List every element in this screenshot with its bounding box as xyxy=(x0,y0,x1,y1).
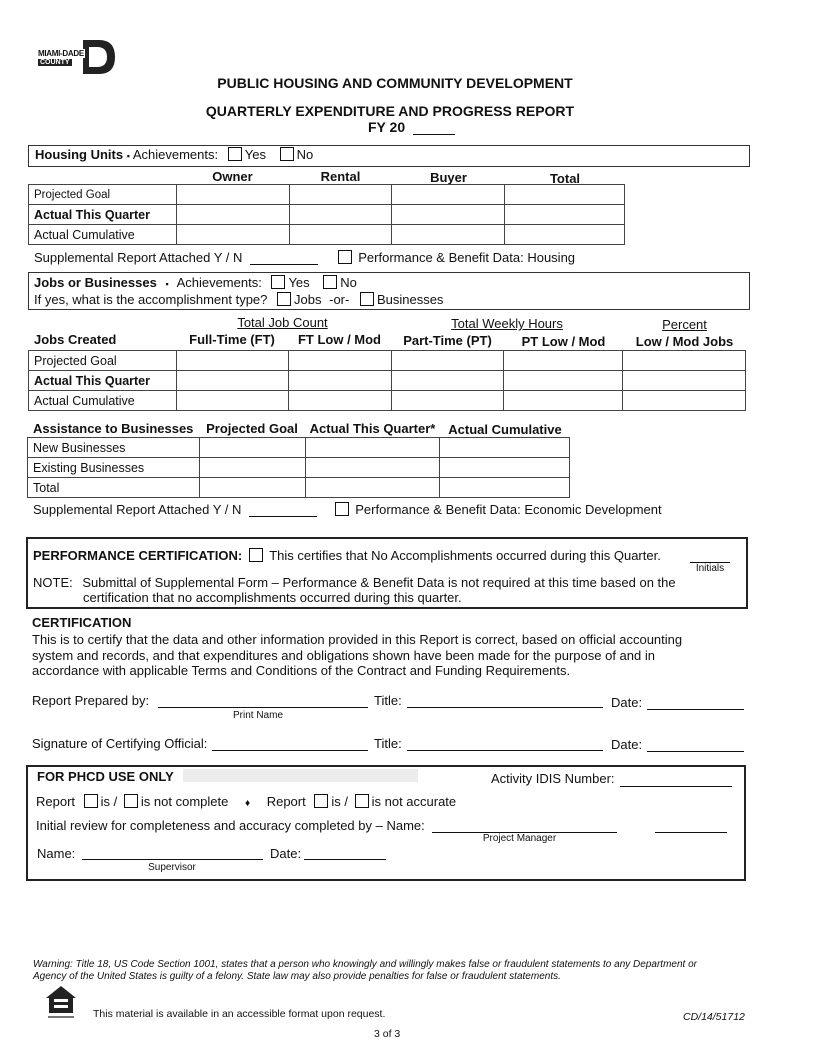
row-label: Actual Cumulative xyxy=(29,225,177,245)
housing-buyer-cumulative-cell[interactable] xyxy=(392,225,505,245)
is-label: is / xyxy=(331,794,348,809)
achievements-label: Achievements: xyxy=(132,147,219,162)
new-projected-cell[interactable] xyxy=(199,438,305,458)
prepared-date-label: Date: xyxy=(611,695,643,710)
jobs-table xyxy=(28,350,746,411)
row-label: Actual This Quarter xyxy=(29,205,177,225)
housing-rental-quarter-cell[interactable] xyxy=(289,205,392,225)
table-row xyxy=(29,351,746,371)
housing-yes-label: Yes xyxy=(244,147,266,162)
housing-owner-quarter-cell[interactable] xyxy=(176,205,289,225)
housing-buyer-quarter-cell[interactable] xyxy=(392,205,505,225)
housing-owner-cumulative-cell[interactable] xyxy=(176,225,289,245)
table-row xyxy=(29,391,746,411)
page-title: PUBLIC HOUSING AND COMMUNITY DEVELOPMENT xyxy=(217,75,573,91)
table-row xyxy=(29,205,625,225)
bullet-icon: ▪ xyxy=(126,151,130,161)
idis-label: Activity IDIS Number: xyxy=(491,771,615,786)
businesses-type-label: Businesses xyxy=(376,292,444,307)
project-manager-label: Project Manager xyxy=(482,833,557,844)
assistance-col-label: Assistance to Businesses xyxy=(33,421,194,436)
assistance-col-cumulative: Actual Cumulative xyxy=(448,422,562,437)
perf-cert-label: PERFORMANCE CERTIFICATION: xyxy=(33,548,243,563)
table-row xyxy=(28,438,570,458)
new-cumulative-cell[interactable] xyxy=(440,438,570,458)
jobs-ft-quarter-cell[interactable] xyxy=(176,371,288,391)
housing-no-checkbox[interactable] xyxy=(280,147,294,161)
housing-table xyxy=(28,184,625,245)
performance-label: Performance & Benefit Data: Housing xyxy=(358,250,576,265)
signature-title-field[interactable] xyxy=(407,735,603,751)
note-line1: Submittal of Supplemental Form – Performance & Benefit Data is not required at this time based on the xyxy=(82,575,676,590)
achievements-label: Achievements: xyxy=(176,275,262,290)
jobs-ftlm-cumulative-cell[interactable] xyxy=(288,391,391,411)
row-label: Total xyxy=(28,478,200,498)
assistance-supplemental-input[interactable] xyxy=(249,502,317,517)
initial-review-label: Initial review for completeness and accuracy completed by – Name: xyxy=(36,818,425,833)
row-label: New Businesses xyxy=(28,438,200,458)
report-accurate-checkbox[interactable] xyxy=(314,794,328,808)
jobs-col-full-time: Full-Time (FT) xyxy=(189,332,275,347)
housing-col-buyer: Buyer xyxy=(430,170,467,185)
certification-line1: This is to certify that the data and other information provided in this Report is correct, based on official accounting xyxy=(32,632,683,647)
warning-line1: Warning: Title 18, US Code Section 1001, states that a person who knowingly and willingly makes false or fraudulent statements to any Department or xyxy=(33,959,697,970)
certification-heading: CERTIFICATION xyxy=(32,615,132,630)
jobs-ft-goal-cell[interactable] xyxy=(176,351,288,371)
jobs-col-low-mod-jobs: Low / Mod Jobs xyxy=(635,334,734,349)
housing-col-total: Total xyxy=(549,171,581,186)
businesses-type-checkbox[interactable] xyxy=(360,292,374,306)
signature-label: Signature of Certifying Official: xyxy=(32,736,208,751)
housing-performance-checkbox[interactable] xyxy=(338,250,352,264)
prepared-by-field[interactable] xyxy=(158,692,368,708)
perf-cert-row xyxy=(33,548,661,563)
supervisor-date-label: Date: xyxy=(270,846,302,861)
assistance-col-actual-quarter: Actual This Quarter* xyxy=(309,421,436,436)
housing-rental-goal-cell[interactable] xyxy=(289,185,392,205)
prepared-by-label: Report Prepared by: xyxy=(32,693,150,708)
jobs-yes-checkbox[interactable] xyxy=(271,275,285,289)
table-row xyxy=(29,185,625,205)
jobs-ptlm-goal-cell[interactable] xyxy=(504,351,623,371)
report-complete-checkbox[interactable] xyxy=(84,794,98,808)
existing-projected-cell[interactable] xyxy=(199,458,305,478)
jobs-ft-cumulative-cell[interactable] xyxy=(176,391,288,411)
report-not-complete-checkbox[interactable] xyxy=(124,794,138,808)
form-code: CD/14/51712 xyxy=(683,1011,745,1023)
jobs-ptlm-quarter-cell[interactable] xyxy=(504,371,623,391)
housing-supplemental-row xyxy=(34,250,575,265)
assistance-supplemental-row xyxy=(33,502,662,517)
existing-cumulative-cell[interactable] xyxy=(440,458,570,478)
or-label: -or- xyxy=(329,292,350,307)
equal-housing-logo xyxy=(43,983,79,1019)
jobs-type-checkbox[interactable] xyxy=(277,292,291,306)
accomplishment-type-row xyxy=(34,292,443,307)
report-not-accurate-checkbox[interactable] xyxy=(355,794,369,808)
jobs-no-label: No xyxy=(340,275,357,290)
table-row xyxy=(29,371,746,391)
signature-title-label: Title: xyxy=(374,736,402,751)
total-cumulative-cell[interactable] xyxy=(440,478,570,498)
housing-col-rental: Rental xyxy=(320,169,361,184)
total-projected-cell[interactable] xyxy=(199,478,305,498)
perf-cert-text: This certifies that No Accomplishments occurred during this Quarter. xyxy=(269,548,661,563)
new-quarter-cell[interactable] xyxy=(305,438,440,458)
no-accomplishments-checkbox[interactable] xyxy=(249,548,263,562)
table-row xyxy=(28,458,570,478)
housing-col-owner: Owner xyxy=(212,169,253,184)
jobs-pct-cumulative-cell[interactable] xyxy=(623,391,746,411)
jobs-businesses-label: Jobs or Businesses xyxy=(34,275,157,290)
is-label: is / xyxy=(100,794,118,809)
housing-rental-cumulative-cell[interactable] xyxy=(289,225,392,245)
fiscal-year-label: FY 20 xyxy=(368,119,406,135)
jobs-col-ft-low-mod: FT Low / Mod xyxy=(297,332,382,347)
performance-label: Performance & Benefit Data: Economic Development xyxy=(355,502,662,517)
row-label: Actual This Quarter xyxy=(29,371,177,391)
total-weekly-hours-header: Total Weekly Hours xyxy=(451,316,563,331)
accomplishment-question: If yes, what is the accomplishment type? xyxy=(34,292,268,307)
project-manager-field[interactable] xyxy=(432,818,617,833)
supervisor-name-field[interactable] xyxy=(82,845,263,860)
total-job-count-header: Total Job Count xyxy=(237,315,328,330)
table-row xyxy=(28,478,570,498)
total-quarter-cell[interactable] xyxy=(305,478,440,498)
logo-text-bottom: COUNTY xyxy=(40,59,70,66)
prepared-date-field[interactable] xyxy=(647,694,744,710)
not-accurate-label: is not accurate xyxy=(371,794,457,809)
supervisor-label: Supervisor xyxy=(148,862,196,873)
signature-date-label: Date: xyxy=(611,737,643,752)
jobs-col-pt-low-mod: PT Low / Mod xyxy=(521,334,606,349)
jobs-pct-goal-cell[interactable] xyxy=(623,351,746,371)
housing-units-label: Housing Units xyxy=(35,147,124,162)
prepared-title-label: Title: xyxy=(374,693,402,708)
initials-field[interactable] xyxy=(690,548,730,563)
page-number: 3 of 3 xyxy=(374,1028,401,1040)
initials-label: Initials xyxy=(695,563,725,574)
supplemental-label: Supplemental Report Attached Y / N xyxy=(34,250,243,265)
jobs-pct-quarter-cell[interactable] xyxy=(623,371,746,391)
jobs-pt-goal-cell[interactable] xyxy=(391,351,504,371)
jobs-achievements-row xyxy=(34,275,357,290)
warning-line2: Agency of the United States is guilty of a felony. State law may also provide penalties for false or fraudulent statements. xyxy=(33,971,561,982)
jobs-ftlm-quarter-cell[interactable] xyxy=(288,371,391,391)
report-label: Report xyxy=(36,794,76,809)
economic-performance-checkbox[interactable] xyxy=(335,502,349,516)
fiscal-year-input[interactable] xyxy=(413,120,455,135)
assistance-col-projected: Projected Goal xyxy=(206,421,298,436)
signature-field[interactable] xyxy=(212,735,368,751)
bullet-icon: ▪ xyxy=(165,279,169,289)
row-label: Projected Goal xyxy=(29,185,177,205)
row-label: Actual Cumulative xyxy=(29,391,177,411)
jobs-ftlm-goal-cell[interactable] xyxy=(288,351,391,371)
jobs-pt-cumulative-cell[interactable] xyxy=(391,391,504,411)
phcd-report-row xyxy=(36,794,456,809)
idis-number-field[interactable] xyxy=(620,771,732,787)
housing-buyer-goal-cell[interactable] xyxy=(392,185,505,205)
perf-cert-note xyxy=(33,575,733,590)
row-label: Existing Businesses xyxy=(28,458,200,478)
page-subtitle: QUARTERLY EXPENDITURE AND PROGRESS REPORT xyxy=(205,103,575,119)
supervisor-name-label: Name: xyxy=(37,846,76,861)
supplemental-label: Supplemental Report Attached Y / N xyxy=(33,502,242,517)
note-line2: certification that no accomplishments occurred during this quarter. xyxy=(83,590,462,605)
signature-date-field[interactable] xyxy=(647,736,744,752)
supervisor-date-field[interactable] xyxy=(304,845,386,860)
percent-header: Percent xyxy=(662,317,707,332)
not-complete-label: is not complete xyxy=(140,794,229,809)
prepared-title-field[interactable] xyxy=(407,692,603,708)
jobs-no-checkbox[interactable] xyxy=(323,275,337,289)
housing-owner-goal-cell[interactable] xyxy=(176,185,289,205)
phcd-use-label: FOR PHCD USE ONLY xyxy=(37,769,174,784)
report-label: Report xyxy=(266,794,306,809)
row-label: Projected Goal xyxy=(29,351,177,371)
diamond-icon: ♦ xyxy=(244,798,251,809)
table-row xyxy=(29,225,625,245)
equal-housing-icon xyxy=(43,983,79,1019)
certification-line3: accordance with applicable Terms and Conditions of the Contract and Funding Requirements. xyxy=(32,663,571,678)
logo-text-top: MIAMI-DADE xyxy=(38,49,84,58)
redacted-smudge xyxy=(183,769,418,782)
housing-total-quarter-cell[interactable] xyxy=(505,205,625,225)
jobs-pt-quarter-cell[interactable] xyxy=(391,371,504,391)
jobs-col-jobs-created: Jobs Created xyxy=(34,332,117,347)
jobs-yes-label: Yes xyxy=(288,275,310,290)
assistance-table xyxy=(27,437,570,498)
housing-supplemental-input[interactable] xyxy=(250,250,318,265)
miami-dade-logo xyxy=(37,38,117,76)
project-manager-date-field[interactable] xyxy=(655,818,727,833)
certification-line2: system and records, and that expenditures and obligations shown have been made for the purpose of and in xyxy=(32,648,655,663)
jobs-col-part-time: Part-Time (PT) xyxy=(403,333,492,348)
existing-quarter-cell[interactable] xyxy=(305,458,440,478)
housing-yes-checkbox[interactable] xyxy=(228,147,242,161)
fiscal-year xyxy=(368,119,455,135)
housing-total-cumulative-cell[interactable] xyxy=(505,225,625,245)
print-name-label: Print Name xyxy=(232,710,283,721)
jobs-type-label: Jobs xyxy=(294,292,322,307)
accessible-format-note: This material is available in an accessible format upon request. xyxy=(93,1008,386,1020)
note-label: NOTE: xyxy=(33,575,73,590)
housing-achievements-row xyxy=(35,147,313,162)
jobs-ptlm-cumulative-cell[interactable] xyxy=(504,391,623,411)
housing-total-goal-cell[interactable] xyxy=(505,185,625,205)
housing-no-label: No xyxy=(296,147,314,162)
